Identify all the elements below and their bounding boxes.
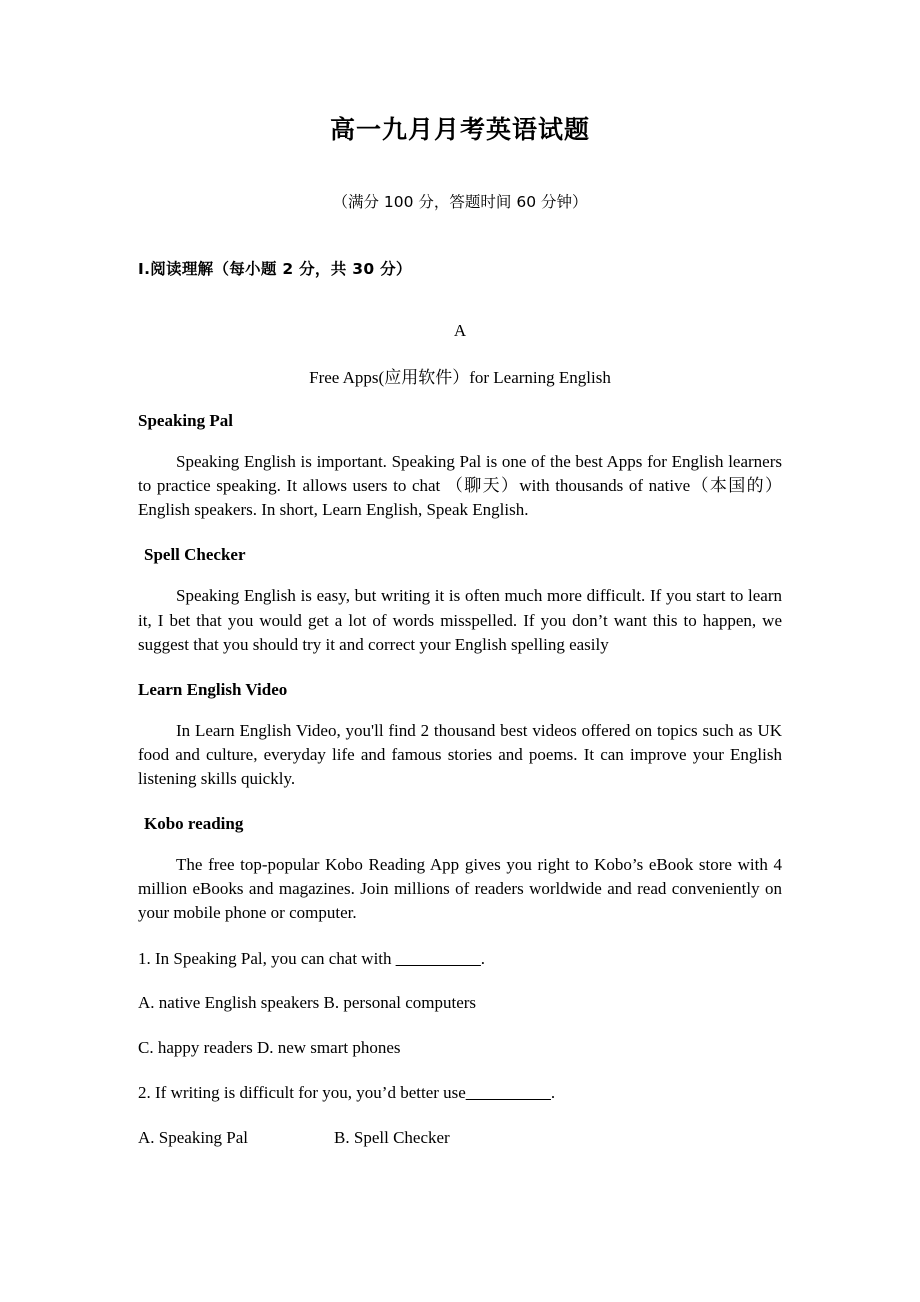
app-heading-spell-checker: Spell Checker: [144, 545, 246, 565]
question-1-text: 1. In Speaking Pal, you can chat with: [138, 948, 396, 968]
app-text-speaking-pal: Speaking English is important. Speaking Pal is one of the best Apps for English learners to practice speaking. It allows users to chat （聊天）with thousands of native（本国的）English speakers. In short, Learn English, Speak English.: [138, 452, 782, 520]
app-text-learn-english-video: In Learn English Video, you'll find 2 thousand best videos offered on topics such as UK food and culture, everyday life and famous stories and poems. It can improve your English listening skills quickly.: [138, 720, 782, 788]
app-heading-speaking-pal: Speaking Pal: [138, 411, 233, 430]
question-2-options-ab: [138, 1105, 782, 1150]
exam-subtitle: （满分 100 分，答题时间 60 分钟）: [332, 193, 588, 211]
question-1-period: .: [480, 948, 486, 968]
app-heading-kobo-reading: Kobo reading: [144, 814, 244, 834]
section-heading-reading: Ⅰ.阅读理解（每小题 2 分，共 30 分）: [138, 260, 412, 278]
app-text-kobo-reading: The free top-popular Kobo Reading App gives you right to Kobo’s eBook store with 4 million eBooks and magazines. Join millions of readers worldwide and read conveniently on your mobile phone or computer.: [138, 855, 782, 923]
question-2-stem: [138, 1060, 782, 1105]
question-2-option-a: A. Speaking Pal: [138, 1127, 249, 1147]
app-heading-learn-english-video: Learn English Video: [138, 679, 288, 699]
question-1-options-ab: A. native English speakers B. personal computers: [138, 993, 477, 1013]
page-title: 高一九月月考英语试题: [329, 115, 590, 144]
question-1-stem: [138, 926, 782, 971]
question-1-options-cd: C. happy readers D. new smart phones: [138, 1038, 401, 1058]
passage-letter: A: [453, 321, 467, 340]
question-1-blank: __________: [395, 948, 481, 968]
question-2-option-b: B. Spell Checker: [334, 1127, 450, 1147]
question-2-text: 2. If writing is difficult for you, you’d better use: [138, 1082, 466, 1102]
question-2-period: .: [550, 1082, 556, 1102]
passage-title: Free Apps(应用软件）for Learning English: [309, 368, 611, 387]
question-2-blank: __________: [465, 1082, 551, 1102]
app-text-spell-checker: Speaking English is easy, but writing it is often much more difficult. If you start to learn it, I bet that you would get a lot of words misspelled. If you don’t want this to happen, we suggest that you should try it and correct your English spelling easily: [138, 586, 782, 654]
